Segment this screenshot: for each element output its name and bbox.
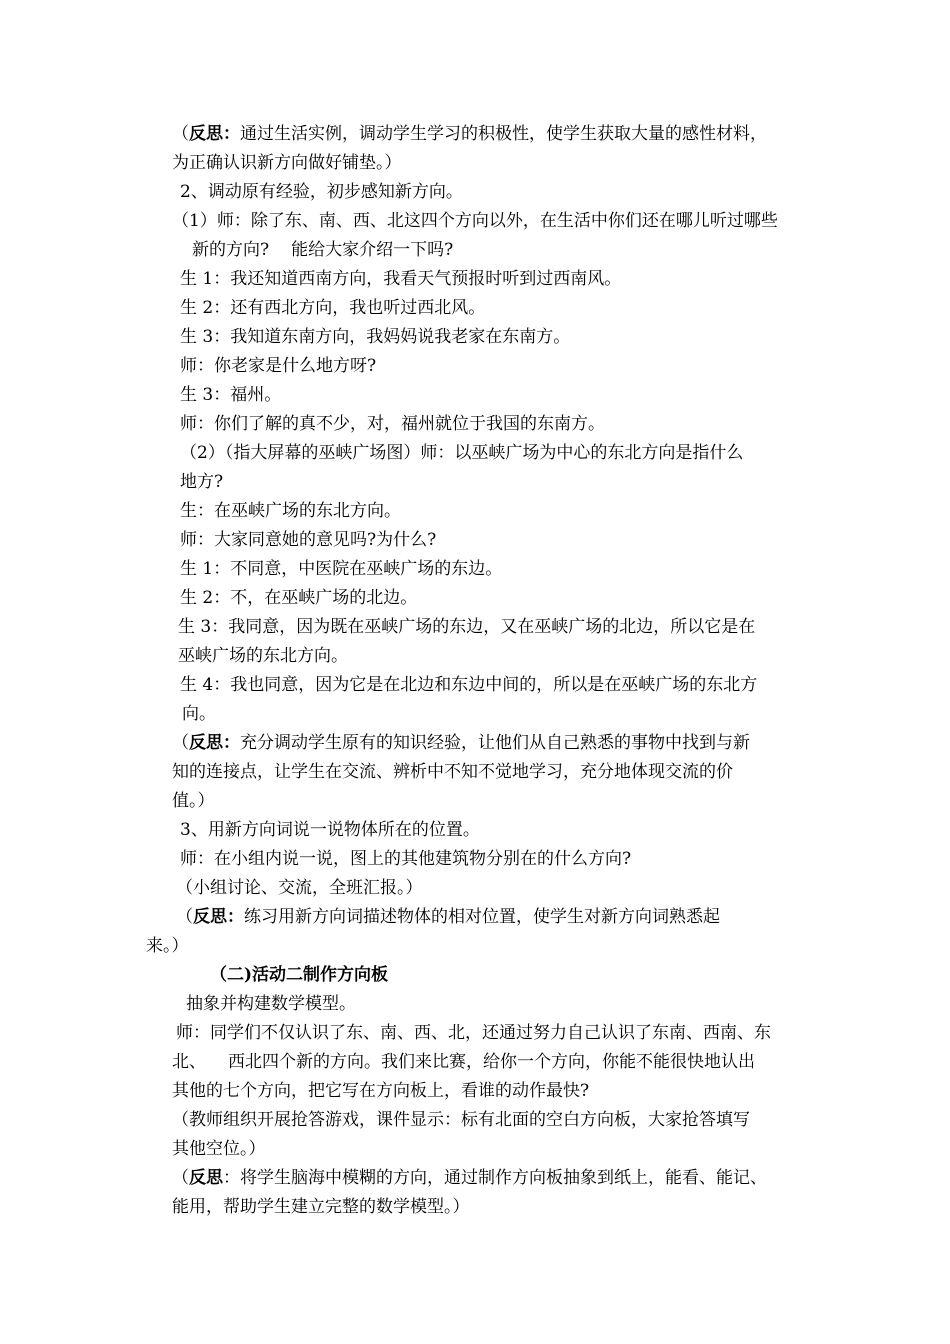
text: 北、 (172, 1052, 206, 1072)
subheading: 抽象并构建数学模型。 (186, 994, 356, 1014)
reflection-3-line-1 (176, 903, 720, 932)
dialogue-line: （2）（指大屏幕的巫峡广场图）师：以巫峡广场为中心的东北方向是指什么 (180, 443, 744, 463)
dialogue-line: 向。 (182, 704, 216, 724)
dialogue-line: 生 3：福州。 (180, 385, 282, 405)
text: 能给大家介绍一下吗? (291, 240, 454, 260)
reflection-4-line-2: 能用，帮助学生建立完整的数学模型。） (172, 1197, 470, 1217)
dialogue-line: 生 2：不，在巫峡广场的北边。 (180, 588, 418, 608)
dialogue-line: 生 2：还有西北方向，我也听过西北风。 (180, 298, 486, 318)
section-3-heading: 3、用新方向词说一说物体所在的位置。 (180, 820, 480, 840)
dialogue-line: 师：同学们不仅认识了东、南、西、北，还通过努力自己认识了东南、西南、东 (176, 1023, 771, 1043)
text: 通过生活实例，调动学生学习的积极性，使学生获取大量的感性材料， (240, 124, 767, 144)
dialogue-line: 巫峡广场的东北方向。 (178, 646, 348, 666)
dialogue-line: 生 1：不同意，中医院在巫峡广场的东边。 (180, 559, 503, 579)
dialogue-line: 其他的七个方向，把它写在方向板上，看谁的动作最快? (172, 1081, 590, 1101)
dialogue-line: 生：在巫峡广场的东北方向。 (180, 501, 401, 521)
dialogue-line: 其他空位。） (172, 1139, 266, 1159)
text: 西北四个新的方向。我们来比赛，给你一个方向，你能不能很快地认出 (228, 1052, 755, 1072)
reflection-label: 反思 (189, 1168, 223, 1188)
reflection-3-line-2: 来。） (146, 936, 189, 956)
dialogue-line: 师：你们了解的真不少，对，福州就位于我国的东南方。 (180, 414, 605, 434)
dialogue-line: （小组讨论、交流，全班汇报。） (176, 878, 423, 898)
text: 新的方向? (192, 240, 270, 260)
reflection-label: 反思： (189, 733, 240, 753)
activity-2-heading: （二)活动二制作方向板 (210, 965, 389, 985)
paren-open: （ (176, 907, 193, 927)
paren-open: （ (172, 733, 189, 753)
reflection-2-line-3: 值。） (172, 791, 215, 811)
dialogue-line (192, 236, 453, 265)
text: ：将学生脑海中模糊的方向，通过制作方向板抽象到纸上，能看、能记、 (223, 1168, 767, 1188)
text: 练习用新方向词描述物体的相对位置，使学生对新方向词熟悉起 (244, 907, 720, 927)
paren-open: （ (172, 124, 189, 144)
reflection-2-line-1 (172, 729, 750, 758)
dialogue-line: 师：你老家是什么地方呀? (180, 356, 377, 376)
reflection-1-line-1 (172, 120, 767, 149)
dialogue-line: （教师组织开展抢答游戏，课件显示：标有北面的空白方向板，大家抢答填写 (172, 1110, 750, 1130)
dialogue-line (172, 1048, 755, 1077)
dialogue-line: 地方? (180, 472, 224, 492)
reflection-1-line-2: 为正确认识新方向做好铺垫。） (172, 153, 402, 173)
dialogue-line: 生 3：我同意，因为既在巫峡广场的东边，又在巫峡广场的北边，所以它是在 (178, 617, 756, 637)
dialogue-line: 师：在小组内说一说，图上的其他建筑物分别在的什么方向? (180, 849, 632, 869)
text: 充分调动学生原有的知识经验，让他们从自己熟悉的事物中找到与新 (240, 733, 750, 753)
paren-open: （ (172, 1168, 189, 1188)
dialogue-line: 生 1：我还知道西南方向，我看天气预报时听到过西南风。 (180, 269, 622, 289)
dialogue-line: 生 3：我知道东南方向，我妈妈说我老家在东南方。 (180, 327, 571, 347)
section-2-heading: 2、调动原有经验，初步感知新方向。 (180, 182, 463, 202)
dialogue-line: 师：大家同意她的意见吗?为什么? (180, 530, 437, 550)
reflection-2-line-2: 知的连接点，让学生在交流、辨析中不知不觉地学习，充分地体现交流的价 (172, 762, 733, 782)
dialogue-line: 生 4：我也同意，因为它是在北边和东边中间的，所以是在巫峡广场的东北方 (180, 675, 758, 695)
dialogue-line: （1）师：除了东、南、西、北这四个方向以外，在生活中你们还在哪儿听过哪些 (172, 211, 778, 231)
reflection-label: 反思： (193, 907, 244, 927)
reflection-4-line-1 (172, 1164, 767, 1193)
reflection-label: 反思： (189, 124, 240, 144)
